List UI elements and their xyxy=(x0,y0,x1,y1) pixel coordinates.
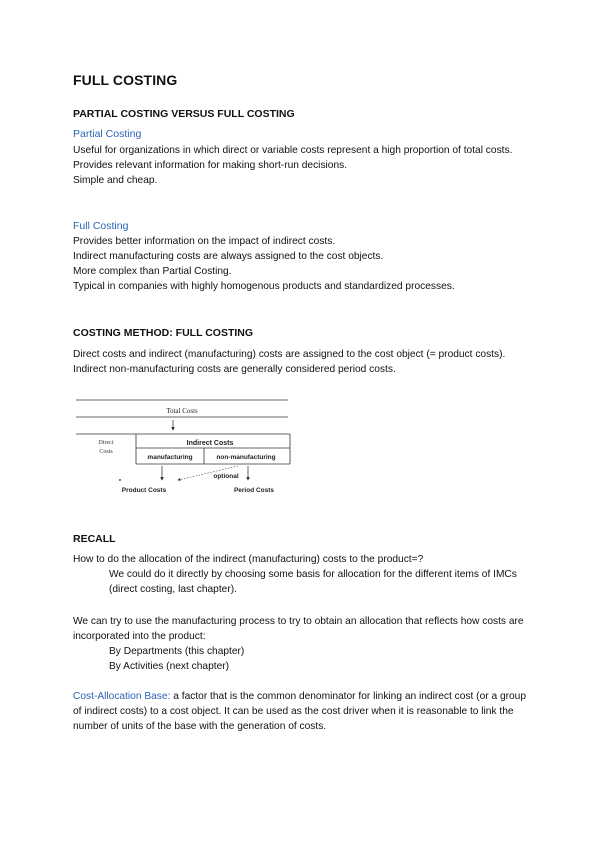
page-title: FULL COSTING xyxy=(73,72,178,88)
text-line: Indirect manufacturing costs are always assigned to the cost objects. xyxy=(73,251,384,262)
diagram-svg xyxy=(70,396,296,500)
subheading-full-costing: Full Costing xyxy=(73,220,129,232)
text-line: More complex than Partial Costing. xyxy=(73,266,232,277)
manufacturing-label: manufacturing xyxy=(147,454,193,461)
optional-label: optional xyxy=(213,473,239,480)
text-line: Typical in companies with highly homogenous products and standardized processes. xyxy=(73,281,455,292)
text-line: Indirect non-manufacturing costs are generally considered period costs. xyxy=(73,364,396,375)
text-line: Useful for organizations in which direct or variable costs represent a high proportion of total costs. xyxy=(73,145,513,156)
text-line: Provides better information on the impact of indirect costs. xyxy=(73,236,336,247)
cost-allocation-base-definition xyxy=(73,689,528,734)
direct-costs-label-line1: Direct xyxy=(98,440,114,446)
recall-paragraph-2 xyxy=(73,614,528,674)
full-costing-text xyxy=(73,234,528,294)
text-line: Provides relevant information for making short-run decisions. xyxy=(73,160,348,171)
indirect-costs-label: Indirect Costs xyxy=(186,440,234,447)
recall-paragraph-text: We can try to use the manufacturing process to try to obtain an allocation that reflects how costs are incorporated into the product: xyxy=(73,616,524,642)
text-line: Simple and cheap. xyxy=(73,175,158,186)
partial-costing-text xyxy=(73,143,528,188)
direct-costs-pointer xyxy=(119,479,121,481)
text-line: Direct costs and indirect (manufacturing) costs are assigned to the cost object (= product costs). xyxy=(73,349,506,360)
direct-costs-label-line2: Costs xyxy=(99,449,113,455)
section-heading-partial-vs-full: PARTIAL COSTING VERSUS FULL COSTING xyxy=(73,108,295,120)
section-heading-recall: RECALL xyxy=(73,533,116,545)
cost-allocation-base-term: Cost-Allocation Base: xyxy=(73,691,171,702)
recall-text xyxy=(73,552,528,597)
full-costing-diagram xyxy=(70,396,296,500)
section-heading-costing-method: COSTING METHOD: FULL COSTING xyxy=(73,327,254,339)
product-costs-label: Product Costs xyxy=(121,487,167,494)
recall-answer: We could do it directly by choosing some basis for allocation for the different items of IMCs (direct costing, last chapter). xyxy=(109,569,517,595)
list-item: By Activities (next chapter) xyxy=(109,661,230,672)
subheading-partial-costing: Partial Costing xyxy=(73,128,142,140)
recall-question: How to do the allocation of the indirect (manufacturing) costs to the product=? xyxy=(73,554,424,565)
cost-allocation-base-text: a factor that is the common denominator for linking an indirect cost (or a group of indirect costs) to a cost object. It can be used as the cost driver when it is reasonable to link the number of units of the base with the generation of costs. xyxy=(73,691,527,732)
list-item: By Departments (this chapter) xyxy=(109,646,245,657)
costing-method-text xyxy=(73,347,528,377)
total-costs-label: Total Costs xyxy=(166,407,198,415)
non-manufacturing-label: non-manufacturing xyxy=(216,454,276,461)
period-costs-label: Period Costs xyxy=(233,487,275,494)
